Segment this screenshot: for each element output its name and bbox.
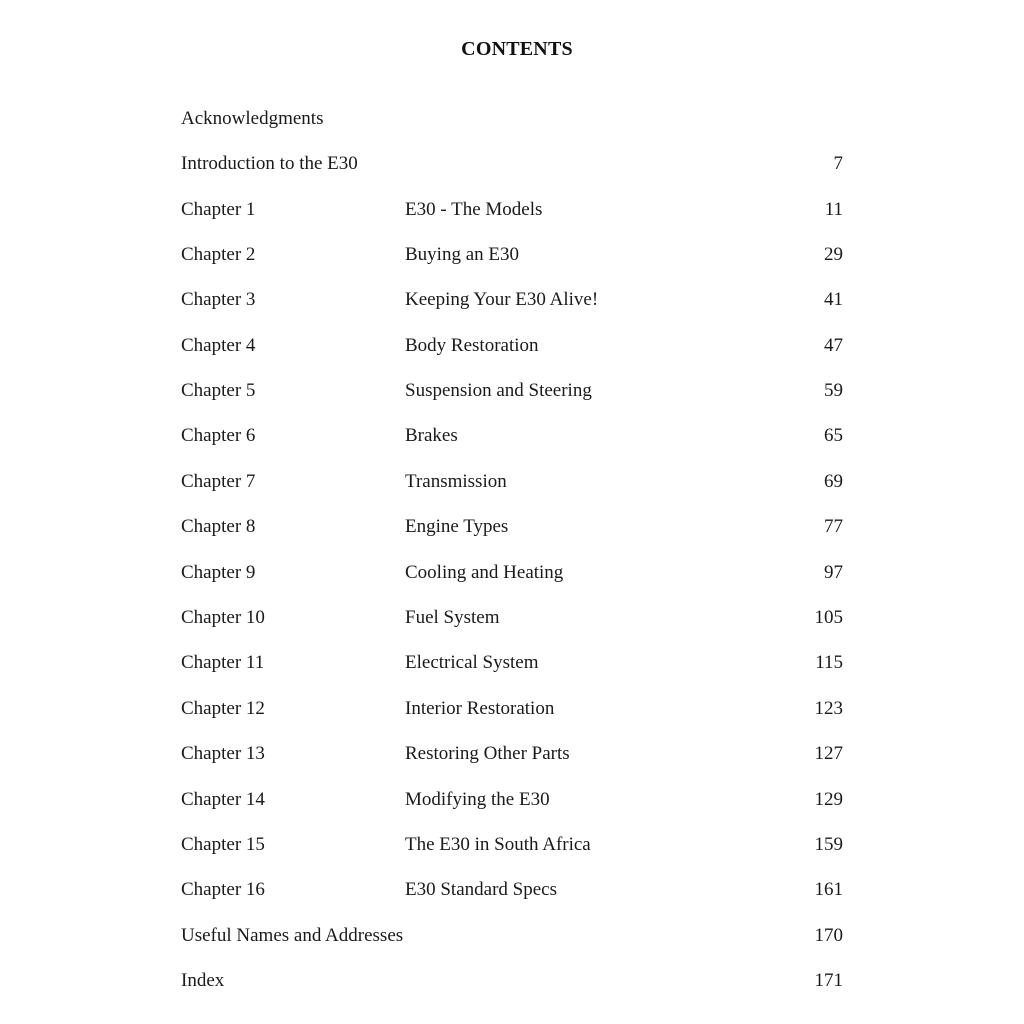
- toc-row-chapter: [0, 739, 1024, 769]
- chapter-number: Chapter 9: [181, 562, 256, 583]
- toc-row-chapter: [0, 694, 1024, 724]
- chapter-title: E30 Standard Specs: [405, 879, 557, 900]
- chapter-number: Chapter 11: [181, 652, 265, 673]
- toc-label: Acknowledgments: [181, 108, 324, 129]
- toc-label: Introduction to the E30: [181, 153, 358, 174]
- toc-page-number: 170: [814, 925, 843, 946]
- toc-page-number: 161: [814, 879, 843, 900]
- page-title: CONTENTS: [461, 38, 573, 60]
- toc-page-number: 7: [833, 153, 843, 174]
- toc-page-number: 65: [824, 425, 843, 446]
- toc-page-number: 11: [824, 199, 843, 220]
- toc-row-chapter: [0, 558, 1024, 588]
- chapter-number: Chapter 16: [181, 879, 265, 900]
- toc-page-number: 41: [824, 289, 843, 310]
- toc-row-chapter: [0, 285, 1024, 315]
- toc-page-number: 171: [814, 970, 843, 991]
- toc-row-chapter: [0, 421, 1024, 451]
- chapter-title: Transmission: [405, 471, 507, 492]
- toc-page-number: 105: [814, 607, 843, 628]
- toc-row-chapter: [0, 240, 1024, 270]
- chapter-number: Chapter 1: [181, 199, 256, 220]
- toc-row-chapter: [0, 331, 1024, 361]
- toc-page-number: 29: [824, 244, 843, 265]
- toc-row-chapter: [0, 512, 1024, 542]
- toc-row-chapter: [0, 830, 1024, 860]
- toc-row-chapter: [0, 648, 1024, 678]
- toc-row-useful-names: [0, 921, 1024, 951]
- toc-page-number: 77: [824, 516, 843, 537]
- toc-row-introduction: [0, 149, 1024, 179]
- toc-label: Index: [181, 970, 225, 991]
- chapter-number: Chapter 5: [181, 380, 256, 401]
- chapter-title: Electrical System: [405, 652, 539, 673]
- toc-page-number: 59: [824, 380, 843, 401]
- toc-row-chapter: [0, 875, 1024, 905]
- chapter-number: Chapter 14: [181, 789, 265, 810]
- chapter-title: Engine Types: [405, 516, 509, 537]
- chapter-title: Suspension and Steering: [405, 380, 592, 401]
- chapter-title: Modifying the E30: [405, 789, 550, 810]
- chapter-title: Interior Restoration: [405, 698, 555, 719]
- toc-row-acknowledgments: [0, 104, 1024, 134]
- chapter-title: Restoring Other Parts: [405, 743, 570, 764]
- toc-row-chapter: [0, 785, 1024, 815]
- chapter-title: Cooling and Heating: [405, 562, 564, 583]
- toc-page-number: 123: [814, 698, 843, 719]
- chapter-number: Chapter 2: [181, 244, 256, 265]
- chapter-number: Chapter 4: [181, 335, 256, 356]
- chapter-number: Chapter 8: [181, 516, 256, 537]
- chapter-title: Body Restoration: [405, 335, 539, 356]
- chapter-number: Chapter 15: [181, 834, 265, 855]
- chapter-number: Chapter 6: [181, 425, 256, 446]
- chapter-number: Chapter 12: [181, 698, 265, 719]
- chapter-number: Chapter 3: [181, 289, 256, 310]
- chapter-number: Chapter 13: [181, 743, 265, 764]
- toc-label: Useful Names and Addresses: [181, 925, 404, 946]
- chapter-title: Brakes: [405, 425, 458, 446]
- chapter-number: Chapter 10: [181, 607, 265, 628]
- toc-row-chapter: [0, 195, 1024, 225]
- toc-page-number: 47: [824, 335, 843, 356]
- toc-row-chapter: [0, 376, 1024, 406]
- toc-row-chapter: [0, 467, 1024, 497]
- toc-page-number: 129: [814, 789, 843, 810]
- toc-page-number: 115: [815, 652, 843, 673]
- toc-row-index: [0, 966, 1024, 996]
- toc-page-number: 69: [824, 471, 843, 492]
- toc-row-chapter: [0, 603, 1024, 633]
- chapter-number: Chapter 7: [181, 471, 256, 492]
- toc-page-number: 159: [814, 834, 843, 855]
- chapter-title: Fuel System: [405, 607, 500, 628]
- chapter-title: Keeping Your E30 Alive!: [405, 289, 599, 310]
- toc-page-number: 127: [814, 743, 843, 764]
- chapter-title: Buying an E30: [405, 244, 519, 265]
- toc-page-number: 97: [824, 562, 843, 583]
- chapter-title: E30 - The Models: [405, 199, 543, 220]
- chapter-title: The E30 in South Africa: [405, 834, 591, 855]
